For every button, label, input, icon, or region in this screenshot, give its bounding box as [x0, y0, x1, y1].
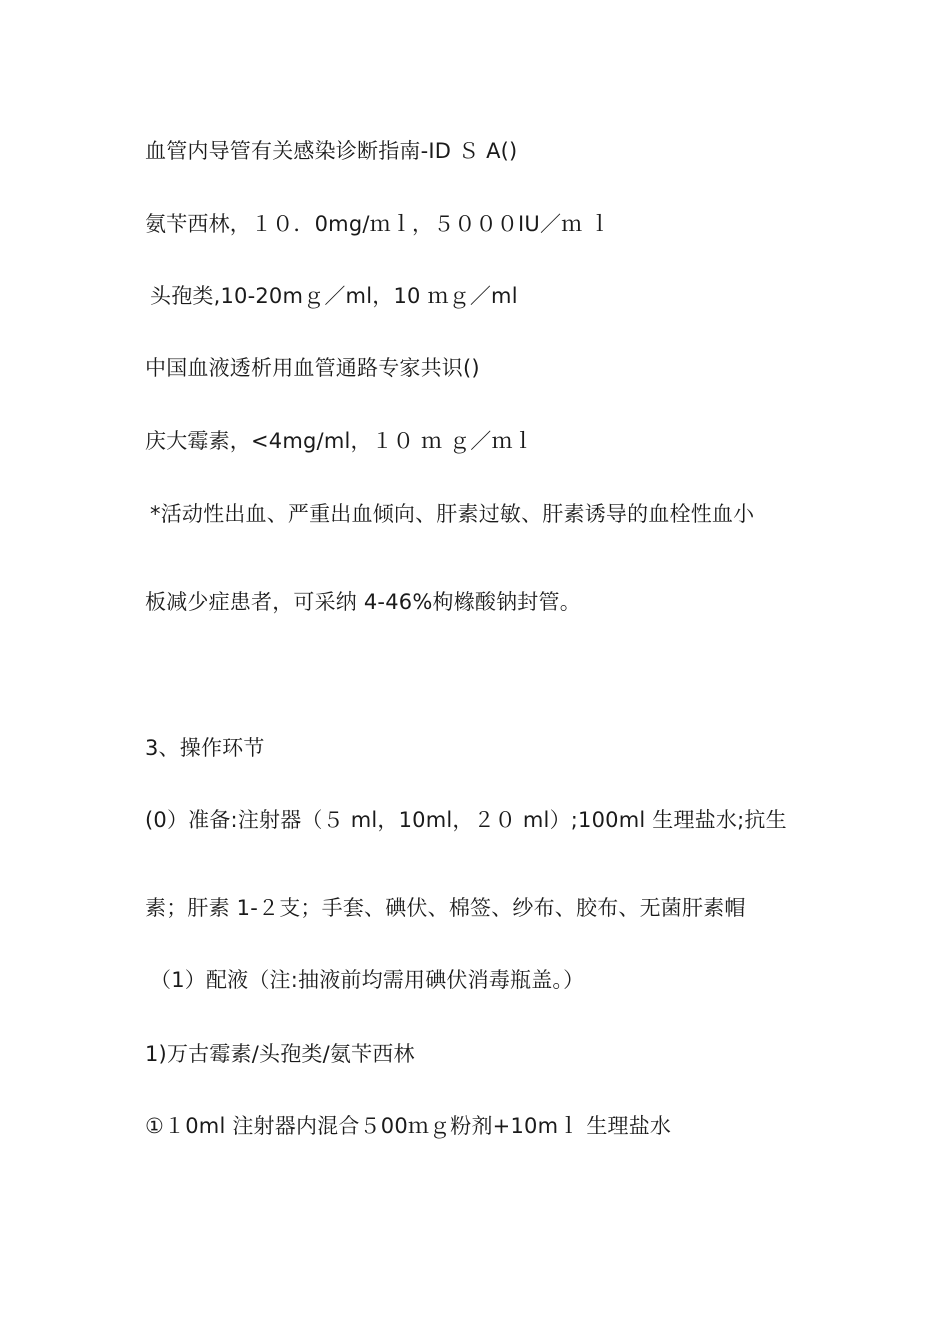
antibiotic-list-line: 1)万古霉素/头孢类/氨苄西林 [145, 1042, 415, 1066]
heparin-note-line-1: *活动性出血、严重出血倾向、肝素过敏、肝素诱导的血栓性血小 [150, 502, 755, 526]
section-heading: 3、操作环节 [145, 736, 265, 760]
gentamicin-line: 庆大霉素，<4mg/ml，１０ ｍ ｇ／ｍｌ [145, 429, 534, 453]
preparation-line-2: 素；肝素 1-２支；手套、碘伏、棉签、纱布、胶布、无菌肝素帽 [145, 896, 746, 920]
mixing-heading: （1）配液（注:抽液前均需用碘伏消毒瓶盖。） [150, 968, 585, 992]
step-one-line: ①１0ml 注射器内混合５00ｍｇ粉剂+10mｌ 生理盐水 [145, 1114, 672, 1138]
preparation-line-1: (0）准备:注射器（５ ml，10ml，２０ ml）;100ml 生理盐水;抗生 [145, 808, 787, 832]
cephalosporin-line: 头孢类,10-20mｇ／ml，10 ｍｇ／ml [150, 284, 518, 308]
guideline-title-line: 血管内导管有关感染诊断指南-ID Ｓ A() [145, 139, 518, 163]
consensus-title-line: 中国血液透析用血管通路专家共识() [145, 356, 480, 380]
heparin-note-line-2: 板减少症患者，可采纳 4-46%枸橼酸钠封管。 [145, 590, 581, 614]
ampicillin-line: 氨苄西林，１０．0mg/ｍｌ，５０００IU／ｍ ｌ [145, 212, 611, 236]
